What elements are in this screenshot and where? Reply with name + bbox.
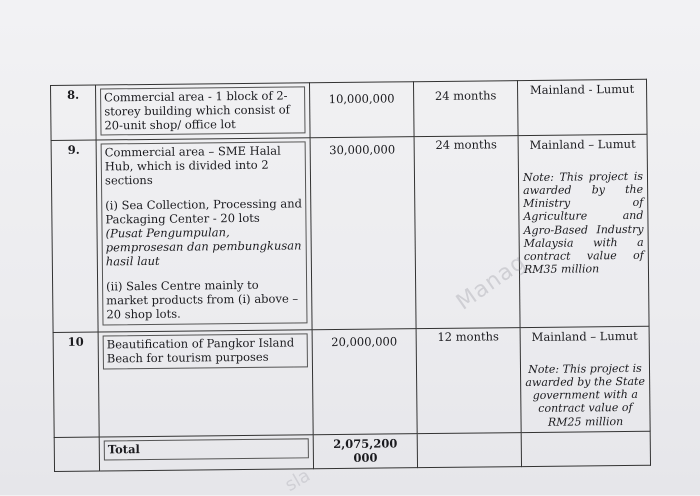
project-amount	[310, 137, 416, 330]
location-text: Mainland - Lumut	[529, 81, 635, 97]
project-table	[50, 79, 651, 473]
description-intro: Commercial area – SME Halal Hub, which is divided into 2 sections	[104, 143, 281, 188]
duration-text: 12 months	[437, 329, 499, 344]
row-number: 10	[53, 332, 99, 437]
project-note: Note: This project is awarded by the Ministry of Agriculture and Agro-Based Industry Malaysia with a contract value of RM35 million	[522, 169, 644, 277]
total-row	[54, 431, 650, 472]
project-location	[518, 134, 649, 327]
description-section-i-malay: (Pusat Pengumpulan, pemprosesan dan pembungkusan hasil laut	[105, 225, 302, 269]
total-label	[99, 434, 313, 471]
watermark-bottom: sla	[281, 465, 314, 496]
watermark: Manag	[451, 249, 531, 316]
table-row	[53, 326, 650, 437]
project-amount	[309, 82, 414, 138]
duration-text: 24 months	[434, 88, 497, 103]
project-description	[96, 138, 312, 332]
total-location-cell	[521, 431, 650, 467]
total-amount-line1: 2,075,200	[333, 436, 398, 451]
project-location	[520, 326, 650, 432]
total-label-text: Total	[107, 441, 140, 457]
project-duration	[413, 81, 518, 137]
project-location	[517, 79, 647, 135]
description-section-i: (i) Sea Collection, Processing and Packaging Center - 20 lots	[105, 196, 303, 227]
project-duration	[416, 328, 521, 434]
table-row	[51, 134, 649, 332]
project-note: Note: This project is awarded by the State government with a contract value of RM25 million	[525, 361, 646, 429]
row-number: 9.	[51, 140, 98, 332]
amount-text: 20,000,000	[331, 334, 398, 350]
description-text: Beautification of Pangkor Island Beach for tourism purposes	[106, 335, 295, 366]
project-description	[98, 330, 313, 437]
project-amount	[312, 329, 417, 435]
description-section-ii: (ii) Sales Centre mainly to market products from (i) above – 20 shop lots.	[106, 278, 299, 322]
total-amount-line2: 000	[353, 450, 378, 465]
amount-text: 30,000,000	[329, 142, 396, 158]
row-number: 8.	[51, 85, 97, 140]
duration-text: 24 months	[435, 137, 497, 152]
amount-text: 10,000,000	[328, 91, 395, 107]
table-row	[51, 79, 648, 140]
total-number-cell	[54, 437, 99, 472]
total-amount	[313, 433, 417, 469]
description-text: Commercial area - 1 block of 2-storey building which consist of 20-unit shop/ office lot	[104, 88, 290, 133]
project-description	[96, 83, 311, 140]
total-duration-cell	[417, 432, 521, 468]
location-text: Mainland – Lumut	[529, 136, 636, 152]
location-text: Mainland – Lumut	[531, 328, 638, 344]
